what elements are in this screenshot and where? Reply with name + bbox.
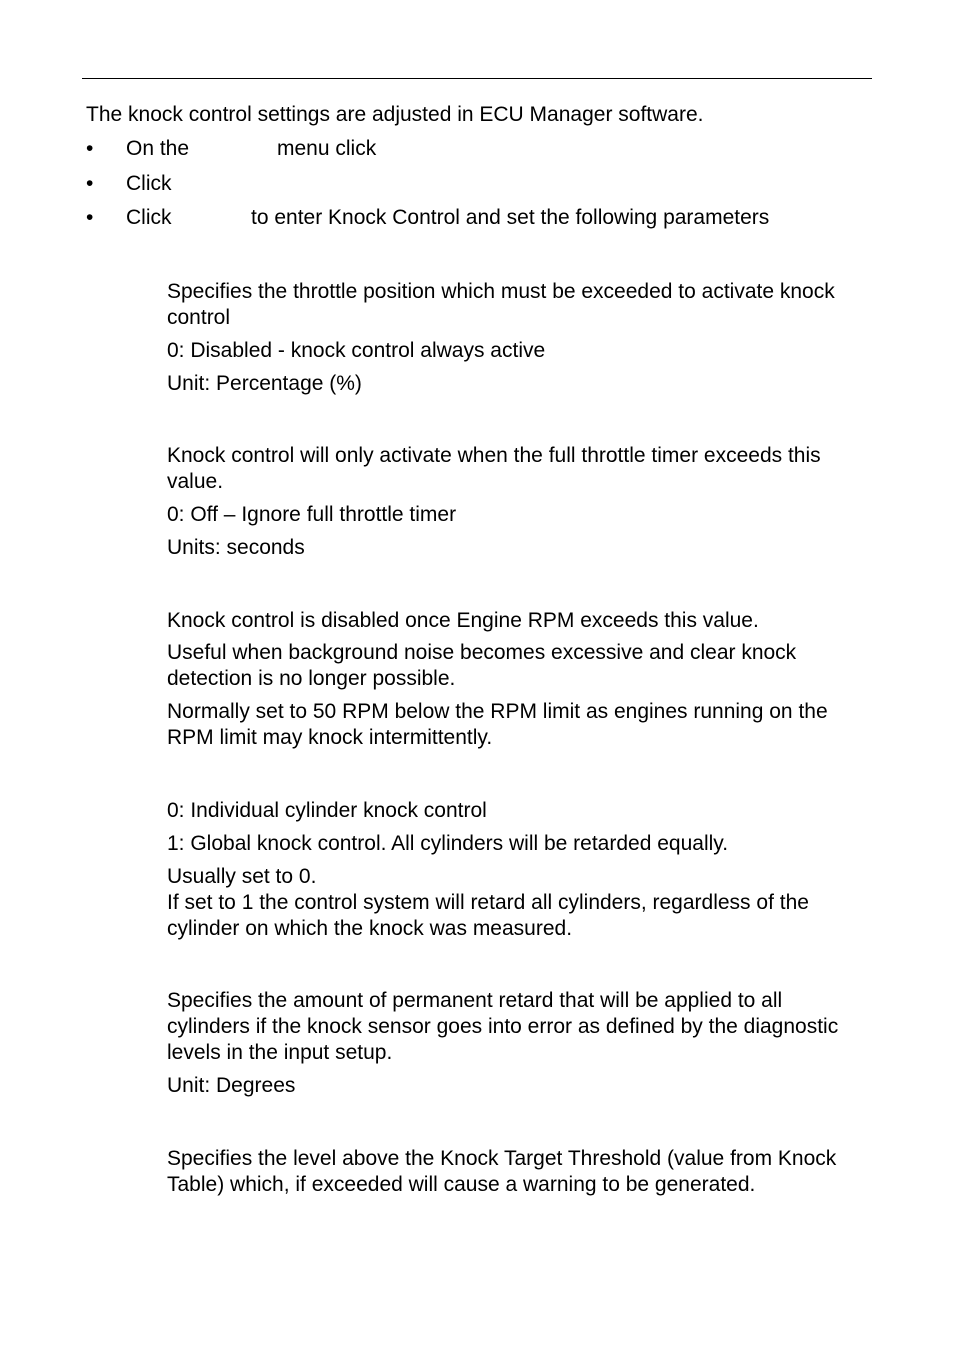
intro-text: The knock control settings are adjusted in ECU Manager software. [86,103,704,126]
bullet-marker: • [86,172,94,195]
bullet-text-pre: On the [126,137,190,160]
section-4-option-1: 1: Global knock control. All cylinders will be retarded equally. [167,832,729,855]
section-3-desc: Knock control is disabled once Engine RPM exceeds this value. [167,609,759,632]
bullet-marker: • [86,206,94,229]
section-2-desc: Knock control will only activate when the full throttle timer exceeds this value. [167,444,821,493]
section-2-unit: Units: seconds [167,536,305,559]
bullet-text-pre: Click [126,172,172,195]
section-1-value: 0: Disabled - knock control always active [167,339,546,362]
section-4-note: If set to 1 the control system will retard all cylinders, regardless of the cylinder on which the knock was measured. [167,891,809,940]
section-2-value: 0: Off – Ignore full throttle timer [167,503,457,526]
bullet-text-pre: Click [126,206,172,229]
section-4-option-0: 0: Individual cylinder knock control [167,799,487,822]
bullet-text-post: menu click [277,137,377,160]
section-5-unit: Unit: Degrees [167,1074,296,1097]
section-5-desc: Specifies the amount of permanent retard that will be applied to all cylinders if the knock sensor goes into error as defined by the diagnostic levels in the input setup. [167,989,839,1064]
section-1-desc: Specifies the throttle position which must be exceeded to activate knock control [167,280,835,329]
section-3-note: Useful when background noise becomes excessive and clear knock detection is no longer possible. [167,641,797,690]
section-6-desc: Specifies the level above the Knock Target Threshold (value from Knock Table) which, if exceeded will cause a warning to be generated. [167,1147,837,1196]
bullet-marker: • [86,137,94,160]
header-rule [82,78,872,79]
section-3-advice: Normally set to 50 RPM below the RPM limit as engines running on the RPM limit may knock intermittently. [167,700,828,749]
section-4-usual: Usually set to 0. [167,865,317,888]
bullet-text-post: to enter Knock Control and set the following parameters [251,206,770,229]
section-1-unit: Unit: Percentage (%) [167,372,362,395]
